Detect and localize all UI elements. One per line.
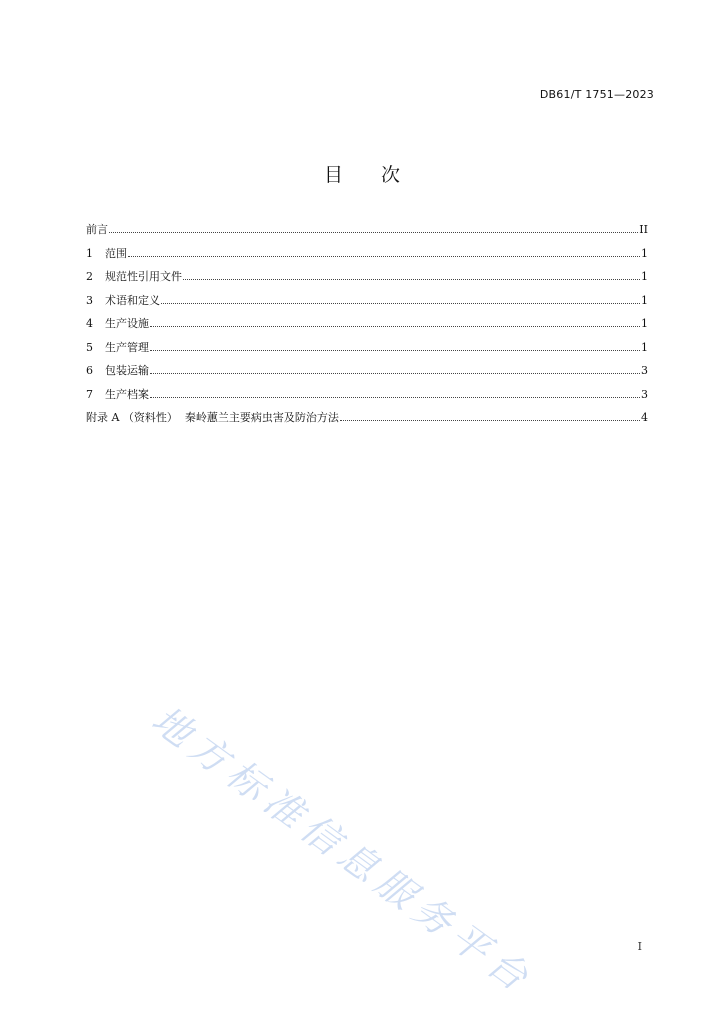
toc-label: 生产设施 (105, 317, 149, 330)
toc-label: 包装运输 (105, 364, 149, 377)
toc-label: 范围 (105, 246, 127, 260)
toc-page-number: 1 (641, 270, 648, 283)
toc-page-number: 1 (641, 317, 648, 330)
toc-label: 前言 (86, 223, 108, 236)
toc-entry-production-records[interactable] (86, 386, 648, 410)
watermark-text: 地方标准信息服务平台 (143, 697, 542, 1004)
toc-label: 生产管理 (105, 340, 149, 354)
toc-label: 规范性引用文件 (105, 270, 182, 283)
toc-leader-dots (161, 303, 640, 304)
toc-page-number: 4 (641, 411, 648, 424)
toc-entry-foreword[interactable] (86, 221, 648, 245)
toc-entry-normative-references[interactable] (86, 268, 648, 292)
toc-page-number: 1 (641, 340, 648, 354)
toc-leader-dots (150, 326, 640, 327)
toc-section-number: 6 (86, 364, 93, 377)
title-char-1: 目 (323, 164, 343, 186)
toc-entry-production-management[interactable] (86, 339, 648, 363)
page-number: I (637, 940, 642, 953)
toc-leader-dots (150, 397, 640, 398)
toc-section-number: 3 (86, 293, 93, 307)
toc-section-number: 5 (86, 340, 93, 354)
toc-leader-dots (109, 232, 638, 233)
toc-page-number: 3 (641, 387, 648, 401)
toc-page-number: 3 (641, 364, 648, 377)
toc-section-number: 4 (86, 317, 93, 330)
title-char-2: 次 (381, 164, 401, 186)
toc-label: 附录 A （资料性） 秦岭蕙兰主要病虫害及防治方法 (86, 411, 339, 424)
toc-page-number: II (639, 223, 648, 236)
toc-section-number: 1 (86, 246, 93, 260)
page-title (0, 160, 724, 187)
toc-entry-packaging-transport[interactable] (86, 362, 648, 386)
toc-page-number: 1 (641, 293, 648, 307)
toc-entry-production-facilities[interactable] (86, 315, 648, 339)
toc-leader-dots (183, 279, 640, 280)
toc-section-number: 2 (86, 270, 93, 283)
toc-leader-dots (340, 420, 640, 421)
toc-label: 术语和定义 (105, 293, 160, 307)
toc-leader-dots (150, 350, 640, 351)
document-code: DB61/T 1751—2023 (539, 88, 654, 101)
toc-section-number: 7 (86, 387, 93, 401)
table-of-contents (86, 221, 648, 433)
toc-entry-appendix-a[interactable] (86, 409, 648, 433)
toc-entry-scope[interactable] (86, 245, 648, 269)
toc-page-number: 1 (641, 246, 648, 260)
toc-entry-terms-definitions[interactable] (86, 292, 648, 316)
toc-label: 生产档案 (105, 387, 149, 401)
toc-leader-dots (150, 373, 640, 374)
toc-leader-dots (128, 256, 640, 257)
